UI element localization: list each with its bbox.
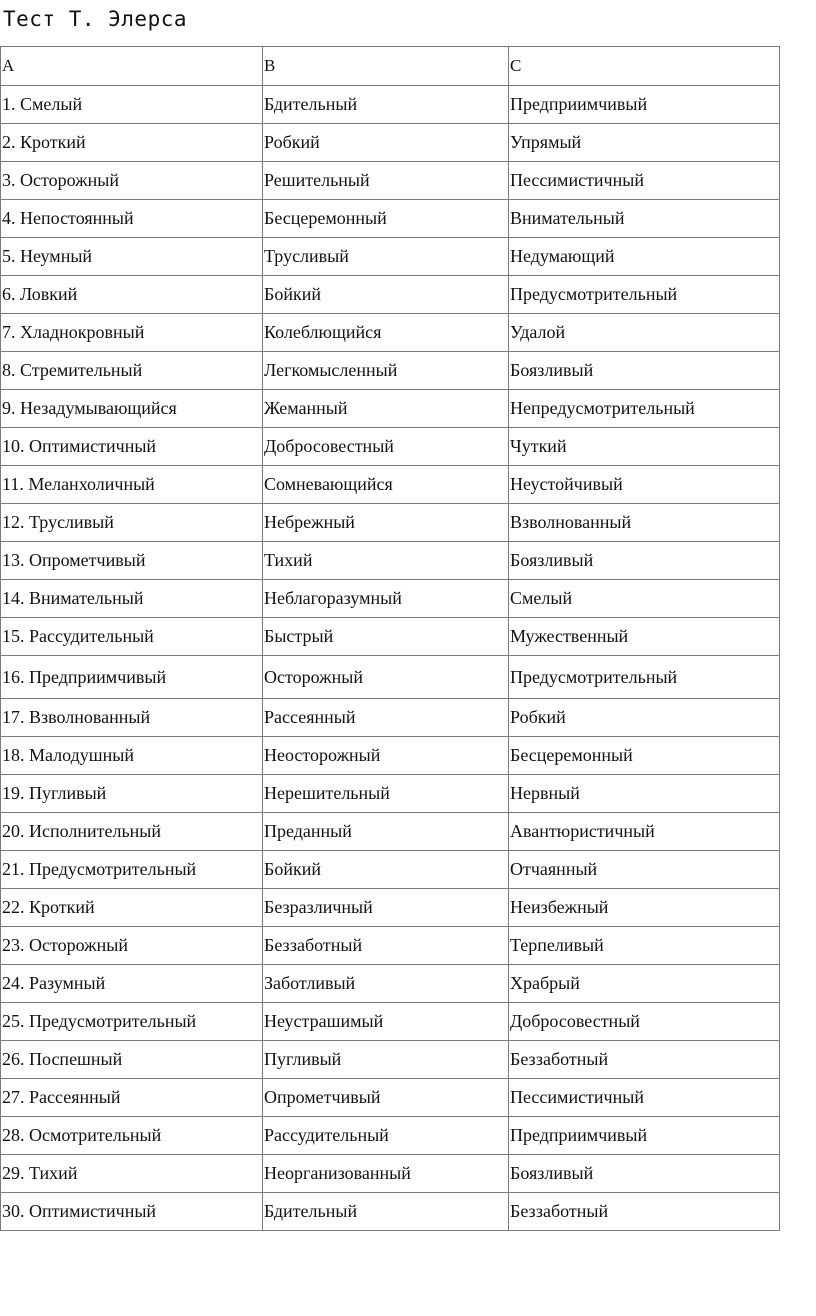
table-row <box>1 737 780 775</box>
cell-b: Рассеянный <box>263 699 509 737</box>
table-row <box>1 889 780 927</box>
table-row <box>1 504 780 542</box>
cell-a: 20. Исполнительный <box>1 813 263 851</box>
cell-c: Пессимистичный <box>509 1079 780 1117</box>
cell-b: Жеманный <box>263 390 509 428</box>
cell-a: 1. Смелый <box>1 86 263 124</box>
table-row <box>1 851 780 889</box>
cell-c: Беззаботный <box>509 1041 780 1079</box>
cell-a: 5. Неумный <box>1 238 263 276</box>
cell-a: 23. Осторожный <box>1 927 263 965</box>
cell-b: Легкомысленный <box>263 352 509 390</box>
table-row <box>1 1155 780 1193</box>
cell-a: 14. Внимательный <box>1 580 263 618</box>
cell-b: Бойкий <box>263 851 509 889</box>
cell-b: Сомневающийся <box>263 466 509 504</box>
cell-c: Предприимчивый <box>509 1117 780 1155</box>
test-table <box>0 46 780 1231</box>
table-row <box>1 428 780 466</box>
cell-b: Робкий <box>263 124 509 162</box>
cell-c: Недумающий <box>509 238 780 276</box>
cell-c: Взволнованный <box>509 504 780 542</box>
cell-c: Непредусмотрительный <box>509 390 780 428</box>
table-row <box>1 775 780 813</box>
cell-a: 13. Опрометчивый <box>1 542 263 580</box>
cell-b: Быстрый <box>263 618 509 656</box>
cell-c: Пессимистичный <box>509 162 780 200</box>
cell-b: Небрежный <box>263 504 509 542</box>
cell-a: 18. Малодушный <box>1 737 263 775</box>
cell-a: 26. Поспешный <box>1 1041 263 1079</box>
table-row <box>1 1003 780 1041</box>
column-header-b: B <box>263 47 509 86</box>
cell-c: Чуткий <box>509 428 780 466</box>
cell-a: 29. Тихий <box>1 1155 263 1193</box>
cell-c: Терпеливый <box>509 927 780 965</box>
table-row <box>1 1041 780 1079</box>
cell-c: Упрямый <box>509 124 780 162</box>
cell-b: Бесцеремонный <box>263 200 509 238</box>
cell-a: 22. Кроткий <box>1 889 263 927</box>
cell-a: 2. Кроткий <box>1 124 263 162</box>
cell-c: Добросовестный <box>509 1003 780 1041</box>
cell-c: Мужественный <box>509 618 780 656</box>
cell-a: 28. Осмотрительный <box>1 1117 263 1155</box>
table-row <box>1 965 780 1003</box>
cell-b: Осторожный <box>263 656 509 699</box>
cell-c: Беззаботный <box>509 1193 780 1231</box>
cell-c: Нервный <box>509 775 780 813</box>
cell-a: 9. Незадумывающийся <box>1 390 263 428</box>
cell-b: Безразличный <box>263 889 509 927</box>
cell-a: 17. Взволнованный <box>1 699 263 737</box>
cell-c: Боязливый <box>509 1155 780 1193</box>
cell-a: 4. Непостоянный <box>1 200 263 238</box>
table-row <box>1 86 780 124</box>
cell-b: Тихий <box>263 542 509 580</box>
cell-c: Предусмотрительный <box>509 276 780 314</box>
column-header-a: A <box>1 47 263 86</box>
table-row <box>1 352 780 390</box>
cell-c: Храбрый <box>509 965 780 1003</box>
cell-a: 25. Предусмотрительный <box>1 1003 263 1041</box>
cell-a: 15. Рассудительный <box>1 618 263 656</box>
table-row <box>1 813 780 851</box>
table-row <box>1 656 780 699</box>
cell-b: Колеблющийся <box>263 314 509 352</box>
cell-a: 6. Ловкий <box>1 276 263 314</box>
table-row <box>1 314 780 352</box>
cell-a: 3. Осторожный <box>1 162 263 200</box>
table-row <box>1 927 780 965</box>
cell-c: Неизбежный <box>509 889 780 927</box>
table-row <box>1 162 780 200</box>
cell-b: Бдительный <box>263 1193 509 1231</box>
cell-a: 24. Разумный <box>1 965 263 1003</box>
table-row <box>1 699 780 737</box>
cell-c: Удалой <box>509 314 780 352</box>
cell-b: Преданный <box>263 813 509 851</box>
cell-c: Боязливый <box>509 352 780 390</box>
cell-c: Внимательный <box>509 200 780 238</box>
cell-a: 8. Стремительный <box>1 352 263 390</box>
table-row <box>1 124 780 162</box>
cell-a: 10. Оптимистичный <box>1 428 263 466</box>
table-row <box>1 390 780 428</box>
cell-a: 16. Предприимчивый <box>1 656 263 699</box>
table-row <box>1 542 780 580</box>
cell-a: 7. Хладнокровный <box>1 314 263 352</box>
cell-b: Добросовестный <box>263 428 509 466</box>
column-header-c: C <box>509 47 780 86</box>
cell-b: Бдительный <box>263 86 509 124</box>
cell-c: Робкий <box>509 699 780 737</box>
cell-a: 21. Предусмотрительный <box>1 851 263 889</box>
cell-c: Смелый <box>509 580 780 618</box>
cell-a: 30. Оптимистичный <box>1 1193 263 1231</box>
cell-b: Нерешительный <box>263 775 509 813</box>
cell-b: Трусливый <box>263 238 509 276</box>
table-row <box>1 200 780 238</box>
cell-b: Пугливый <box>263 1041 509 1079</box>
cell-b: Опрометчивый <box>263 1079 509 1117</box>
table-body <box>1 47 780 1231</box>
table-row <box>1 1193 780 1231</box>
cell-b: Неустрашимый <box>263 1003 509 1041</box>
table-row <box>1 580 780 618</box>
cell-c: Предприимчивый <box>509 86 780 124</box>
cell-a: 27. Рассеянный <box>1 1079 263 1117</box>
table-row <box>1 1117 780 1155</box>
cell-b: Решительный <box>263 162 509 200</box>
cell-c: Авантюристичный <box>509 813 780 851</box>
cell-c: Отчаянный <box>509 851 780 889</box>
table-row <box>1 466 780 504</box>
cell-a: 19. Пугливый <box>1 775 263 813</box>
table-row <box>1 618 780 656</box>
table-row <box>1 1079 780 1117</box>
page-title: Тест Т. Элерса <box>3 7 188 31</box>
cell-c: Неустойчивый <box>509 466 780 504</box>
cell-c: Бесцеремонный <box>509 737 780 775</box>
cell-b: Неорганизованный <box>263 1155 509 1193</box>
cell-b: Бойкий <box>263 276 509 314</box>
cell-a: 11. Меланхоличный <box>1 466 263 504</box>
table-row <box>1 238 780 276</box>
table-row <box>1 276 780 314</box>
cell-c: Боязливый <box>509 542 780 580</box>
cell-b: Рассудительный <box>263 1117 509 1155</box>
cell-b: Заботливый <box>263 965 509 1003</box>
cell-b: Беззаботный <box>263 927 509 965</box>
cell-b: Неблагоразумный <box>263 580 509 618</box>
header-row <box>1 47 780 86</box>
cell-b: Неосторожный <box>263 737 509 775</box>
cell-a: 12. Трусливый <box>1 504 263 542</box>
cell-c: Предусмотрительный <box>509 656 780 699</box>
